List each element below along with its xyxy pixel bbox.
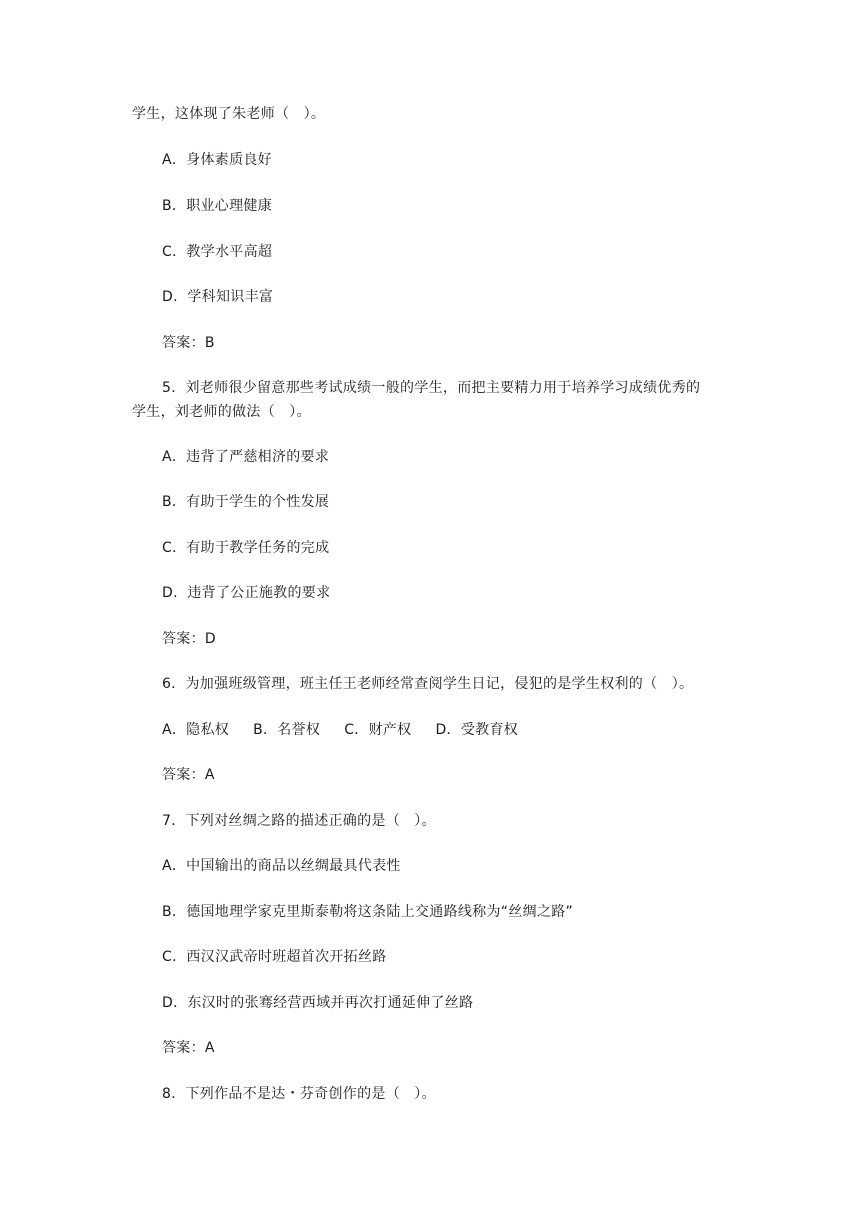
q5-option-c: C．有助于教学任务的完成: [162, 540, 330, 556]
q6-option-d: D．受教育权: [435, 722, 519, 738]
q7-stem: 7．下列对丝绸之路的描述正确的是（ ）。: [162, 813, 436, 829]
q4-option-a: A．身体素质良好: [162, 152, 272, 168]
q6-option-c: C．财产权: [344, 722, 412, 738]
q7-option-b: B．德国地理学家克里斯泰勒将这条陆上交通路线称为“丝绸之路”: [162, 904, 574, 920]
q4-answer: 答案：B: [162, 335, 215, 351]
q4-stem-continuation: 学生，这体现了朱老师（ ）。: [132, 106, 326, 122]
q5-stem-continuation: 学生，刘老师的做法（ ）。: [132, 404, 311, 420]
q6-options: [162, 720, 518, 740]
q7-option-d: D．东汉时的张骞经营西域并再次打通延伸了丝路: [162, 995, 474, 1011]
q7-answer: 答案：A: [162, 1040, 215, 1056]
q7-option-a: A．中国输出的商品以丝绸最具代表性: [162, 858, 401, 874]
q5-stem: 5．刘老师很少留意那些考试成绩一般的学生，而把主要精力用于培养学习成绩优秀的: [162, 380, 701, 396]
q7-option-c: C．西汉汉武帝时班超首次开拓丝路: [162, 949, 387, 965]
q5-option-b: B．有助于学生的个性发展: [162, 494, 330, 510]
q6-option-a: A．隐私权: [162, 722, 230, 738]
q5-option-a: A．违背了严慈相济的要求: [162, 449, 330, 465]
q6-stem: 6．为加强班级管理，班主任王老师经常查阅学生日记，侵犯的是学生权利的（ ）。: [162, 676, 694, 692]
q5-answer: 答案：D: [162, 631, 216, 647]
q4-option-d: D．学科知识丰富: [162, 289, 274, 305]
q6-option-b: B．名誉权: [253, 722, 321, 738]
q5-option-d: D．违背了公正施教的要求: [162, 585, 331, 601]
q4-option-c: C．教学水平高超: [162, 244, 273, 260]
q8-stem: 8．下列作品不是达・芬奇创作的是（ ）。: [162, 1086, 436, 1102]
q6-answer: 答案：A: [162, 767, 215, 783]
q4-option-b: B．职业心理健康: [162, 198, 273, 214]
